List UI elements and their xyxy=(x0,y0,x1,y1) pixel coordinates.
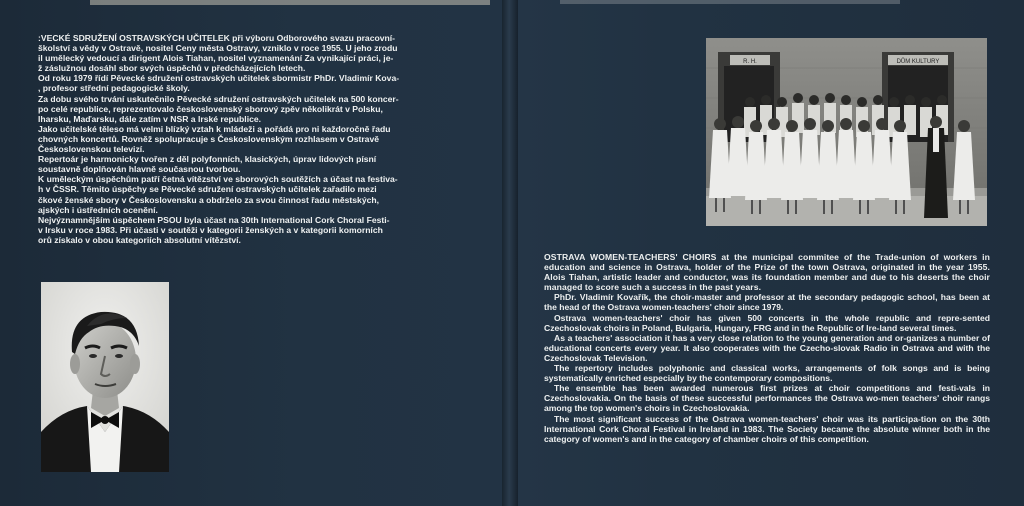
english-paragraph: PhDr. Vladimír Kovařík, the choir-master and professor at the secondary pedagogic school, has been at the head of the Ostrava women-teachers' choir since 1979. xyxy=(544,292,990,313)
english-paragraph: The repertory includes polyphonic and classical works, arrangements of folk songs and is being systematically enriched especially by the contemporary compositions. xyxy=(544,363,990,384)
czech-line: po celé republice, reprezentovalo československý sborový zpěv několikrát v Polsku, xyxy=(38,103,383,114)
czech-line: Od roku 1979 řídí Pěvecké sdružení ostravských učitelek sbormistr PhDr. Vladimír Kova- xyxy=(38,73,400,84)
czech-line: čkové ženské sbory v Československu a obdrželo za svou činnost řadu městských, xyxy=(38,194,380,205)
czech-line: h v ČSSR. Těmito úspěchy se Pěvecké sdružení ostravských učitelek zařadilo mezi xyxy=(38,184,377,195)
czech-line: orů získalo v obou kategoriích absolutní vítězství. xyxy=(38,234,241,245)
czech-line: il umělecký vedoucí a dirigent Alois Tiahan, nositel vyznamenání Za vynikající práci, je- xyxy=(38,53,394,64)
czech-line: , profesor střední pedagogické školy. xyxy=(38,83,190,94)
czech-line: K uměleckým úspěchům patří četná vítězství ve sborových soutěžích a účast na festiva- xyxy=(38,174,398,185)
english-paragraph: The most significant success of the Ostrava women-teachers' choir was its participa-tion on the 30th International Cork Choral Festival in Ireland in 1983. The Society became the absolute winner both in the category of women's and in the category of chamber choirs of this competition. xyxy=(544,413,990,444)
top-edge-strip-right xyxy=(560,0,900,4)
door-sign-right: DŮM KULTURY xyxy=(896,59,940,65)
english-paragraph: As a teachers' association it has a very close relation to the young generation and or-ganizes a number of educational concerts every year. It also cooperates with the Czecho-slovak Radio in Ostrava and with the Czechoslovak Television. xyxy=(544,332,990,363)
czech-line: Iharsku, Maďarsku, dále zatím v NSR a Irské republice. xyxy=(38,113,262,124)
booklet-gutter xyxy=(502,0,518,506)
choir-illustration xyxy=(706,38,987,226)
czech-text-block xyxy=(38,33,488,245)
czech-line: Jako učitelské těleso má velmi blízký vztah k mládeži a pořádá pro ni každoročně řadu xyxy=(38,123,391,134)
czech-line: Repertoár je harmonicky tvořen z děl polyfonních, klasických, úprav lidových písní xyxy=(38,154,377,165)
czech-line: ž záslužnou dosáhl sbor svých úspěchů v předcházejících letech. xyxy=(38,63,306,74)
english-text-block xyxy=(544,252,990,444)
czech-line: Nejvýznamnějším úspěchem PSOU byla účast na 30th International Cork Choral Festi- xyxy=(38,214,390,225)
conductor-portrait-photo xyxy=(41,282,169,472)
czech-line: :VECKÉ SDRUŽENÍ OSTRAVSKÝCH UČITELEK při výboru Odborového svazu pracovní- xyxy=(38,33,396,43)
czech-line: chovných koncertů. Rovněž spolupracuje s Československým rozhlasem v Ostravě xyxy=(38,133,380,144)
english-paragraph: OSTRAVA WOMEN-TEACHERS' CHOIRS at the municipal commitee of the Trade-union of workers in education and science in Ostrava, holder of the Prize of the town Ostrava, originated in the year 1955. Alois Tiahan, artistic leader and conductor, was its foundation member and due to his deserts the choir managed to score such a success in the past years. xyxy=(544,252,990,293)
english-paragraph: Ostrava women-teachers' choir has given 500 concerts in the whole republic and repre-sented Czechoslovak choirs in Poland, Bulgaria, Hungary, FRG and in the Republic of Ire-land several times. xyxy=(544,312,990,333)
door-sign-left: R. H. xyxy=(743,59,757,65)
top-edge-strip xyxy=(90,0,490,5)
czech-line: ajských i ústředních ocenění. xyxy=(38,204,158,215)
english-paragraph: The ensemble has been awarded numerous first prizes at choir competitions and festi-vals in Czechoslovakia. On the basis of these successful performances the Ostrava wo-men teachers' choir rangs among the top women's choirs in Czechoslovakia. xyxy=(544,383,990,414)
czech-line: v Irsku v roce 1983. Při účasti v soutěži v kategorii ženských a v kategorii komorních xyxy=(38,224,383,235)
czech-line: školství a vědy v Ostravě, nositel Ceny města Ostravy, vzniklo v roce 1955. U jeho zrodu xyxy=(38,43,398,54)
czech-line: soustavně doplňován hlavně současnou tvorbou. xyxy=(38,164,241,175)
czech-line: Za dobu svého trvání uskutečnilo Pěvecké sdružení ostravských učitelek na 500 koncer- xyxy=(38,93,399,104)
choir-group-photo xyxy=(706,38,987,226)
czech-line: Československou televizí. xyxy=(38,144,145,155)
portrait-illustration xyxy=(41,282,169,472)
